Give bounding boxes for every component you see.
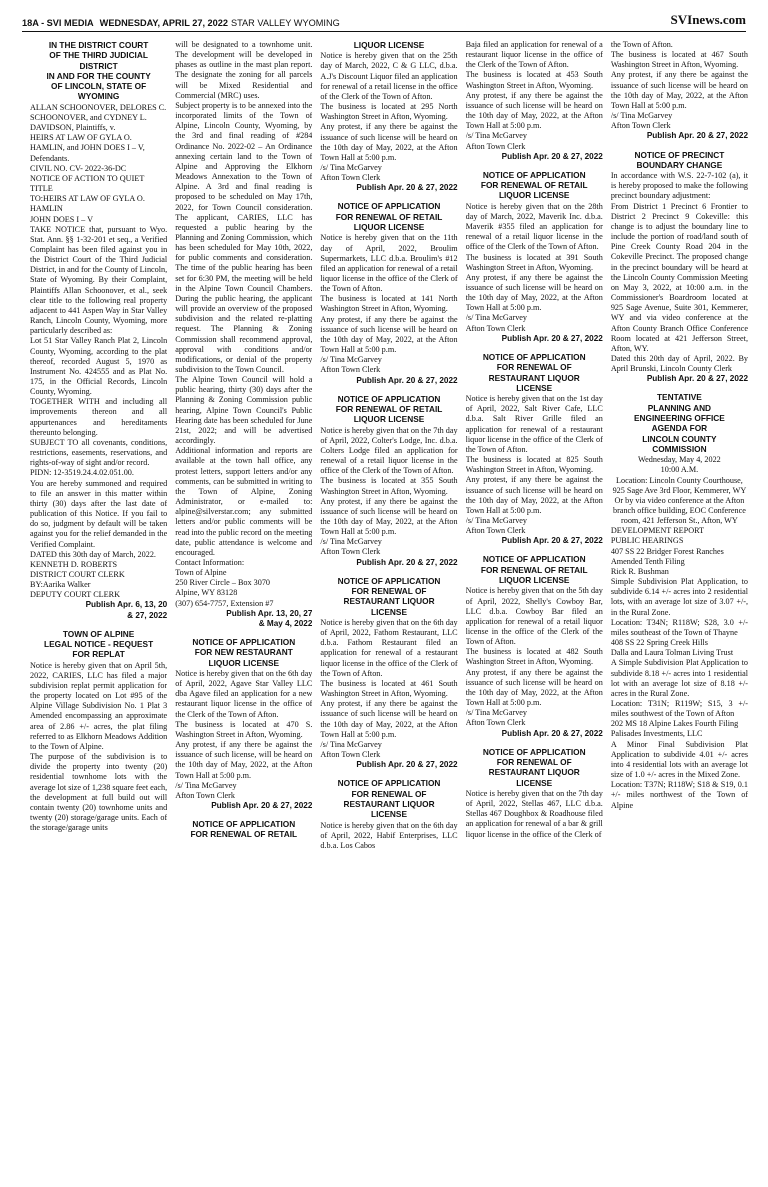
heading-line: FOR NEW RESTAURANT — [194, 647, 293, 658]
paper-name: STAR VALLEY WYOMING — [231, 18, 340, 28]
publish-line — [466, 152, 603, 162]
heading-line: LINCOLN COUNTY — [642, 433, 717, 444]
heading-line: LICENSE — [371, 809, 407, 820]
notice-paragraph: Location: T37N; R118W; S18 & S19, 0.1 +/- miles northwest of the Town of Alpine — [610, 780, 749, 810]
notice-paragraph: Any protest, if any there be against the issuance of such license will be heard on the 10th day of May, 2022, at the Afton Town Hall at 5:00 p.m. — [320, 122, 458, 162]
notice-paragraph: Town of Alpine — [175, 568, 227, 578]
notice-paragraph: 10:00 A.M. — [660, 465, 699, 475]
heading-line: DISTRICT — [79, 60, 118, 71]
heading-line: FOR RENEWAL OF — [496, 362, 572, 373]
notice-paragraph: The business is located at 355 South Washington Street in Afton, Wyoming. — [320, 476, 458, 496]
heading-line: LICENSE — [516, 382, 553, 393]
notice-paragraph: Any protest, if any there be against the issuance of such license will be heard on the 10th day of May, 2022, at the Afton Town Hall at 5:00 p.m. — [465, 475, 603, 515]
notice-heading — [466, 352, 603, 393]
notice-paragraph: The business is located at 470 S. Washington Street in Afton, Wyoming. — [175, 719, 313, 739]
notice-heading — [611, 392, 748, 454]
notice-paragraph: CIVIL NO. CV- 2022-36-DC — [30, 163, 127, 173]
notice-paragraph: Location: Lincoln County Courthouse, 925 Sage Ave 3rd Floor, Kemmerer, WY — [612, 475, 747, 495]
notice-paragraph: /s/ Tina McGarvey — [320, 355, 382, 365]
heading-line: NOTICE OF APPLICATION — [482, 351, 586, 362]
notice-paragraph: Dalla and Laura Tolman Living Trust — [610, 648, 734, 658]
column-3 — [320, 40, 457, 1183]
notice-paragraph: Notice is hereby given that on the 6th day of April, 2022, Habif Enterprises, LLC d.b.a. Los Cabos — [320, 820, 458, 850]
notice-paragraph: Notice is hereby given that on the 1st day of April, 2022, Salt River Cafe, LLC d.b.a. Salt River Grille filed an application for renewal of a restaurant liquor license in the office of the Clerk of the Town of Afton. — [465, 394, 603, 454]
notice-paragraph: Or by via video conference at the Afton branch office building, EOC Conference room, 421 Jefferson St., Afton, WY — [612, 495, 746, 526]
notice-heading — [611, 150, 748, 171]
notice-paragraph: 407 SS 22 Bridger Forest Ranches Amended Tenth Filing — [610, 546, 724, 566]
notice-heading — [30, 629, 167, 660]
notice-paragraph: Any protest, if any there be against the issuance of such license will be heard on the 10th day of May, 2022, at the Afton Town Hall at 5:00 p.m. — [610, 70, 749, 110]
notice-paragraph: HEIRS AT LAW OF GYLA O. HAMLIN, and JOHN DOES I – V, Defendants. — [30, 133, 145, 163]
publish-text: Publish Apr. 20 & 27, 2022 — [211, 800, 313, 810]
notice-paragraph: Any protest, if any there be against the issuance of such license will be heard on the 10th day of May, 2022, at the Afton Town Hall at 5:00 p.m. — [465, 667, 603, 708]
notice-paragraph: DEVELOPMENT REPORT — [610, 526, 705, 536]
heading-line: RESTAURANT LIQUOR — [343, 798, 435, 809]
notice-paragraph: PIDN: 12-3519.24.4.02.051.00. — [30, 468, 134, 478]
publish-line — [320, 376, 457, 386]
heading-line: FOR RENEWAL OF RETAIL — [190, 829, 298, 840]
notice-paragraph: BY:Aarika Walker — [30, 580, 91, 590]
publish-line — [175, 801, 312, 811]
heading-line: FOR RENEWAL OF — [351, 788, 427, 799]
notice-paragraph: TAKE NOTICE that, pursuant to Wyo. Stat. Ann. §§ 1-32-201 et seq., a Verified Complaint has been filed against you in the District Court of the Third Judicial District, in and for the County of Lincoln, State of Wyoming. By their Complaint, Plaintiffs Allan Schoonover, et al., seek clear title to the following real property adjacent to 441 Aspen Way in Star Valley Ranch, Lincoln County, Wyoming, more particularly described as: — [30, 224, 168, 336]
publish-line — [466, 334, 603, 344]
heading-line: RESTAURANT LIQUOR — [488, 372, 580, 383]
notice-paragraph: KENNETH D. ROBERTS — [30, 559, 118, 569]
heading-line: RESTAURANT LIQUOR — [343, 596, 435, 607]
notice-paragraph: The business is located at 141 North Washington Street in Afton, Wyoming. — [320, 294, 458, 314]
notice-paragraph: The business is located at 467 South Washington Street in Afton, Wyoming. — [610, 50, 749, 70]
notice-paragraph: Alpine, WY 83128 — [175, 588, 238, 598]
heading-line: NOTICE OF APPLICATION — [337, 778, 441, 789]
notice-paragraph: Afton Town Clerk — [320, 365, 381, 375]
publish-text: Publish Apr. 20 & 27, 2022 — [356, 375, 458, 385]
heading-line: ENGINEERING OFFICE — [634, 413, 725, 424]
heading-line: NOTICE OF APPLICATION — [337, 393, 441, 404]
notice-paragraph: Any protest, if any there be against the issuance of such license will be heard on the 10th day of May, 2022, at the Afton Town Hall at 5:00 p.m. — [320, 699, 458, 739]
heading-line: PLANNING AND — [647, 402, 712, 413]
notice-heading — [320, 394, 457, 425]
heading-line: BOUNDARY CHANGE — [636, 159, 723, 170]
heading-line: LIQUOR LICENSE — [353, 414, 425, 425]
notice-paragraph: DATED this 30th day of March, 2022. — [30, 549, 156, 559]
publish-line — [320, 760, 457, 770]
heading-line: FOR RENEWAL OF RETAIL — [335, 404, 443, 415]
heading-line: COMMISSION — [652, 443, 707, 454]
column-4 — [466, 40, 603, 1183]
heading-line: NOTICE OF APPLICATION — [482, 554, 586, 565]
notice-paragraph: the Town of Afton. — [610, 40, 673, 49]
notice-paragraph: /s/ Tina McGarvey — [320, 739, 382, 749]
heading-line: LIQUOR LICENSE — [208, 657, 280, 668]
notice-paragraph: A Minor Final Subdivision Plat Application to subdivide 4.01 +/- acres into 4 residential lots with an average lot size of 1.0 +/- acres in the Mixed Zone. — [610, 739, 749, 780]
heading-line: NOTICE OF APPLICATION — [192, 819, 296, 830]
notice-paragraph: Notice is hereby given that on the 6th day of April, 2022, Agave Star Valley LLC dba Agave filed an application for a new restaurant liquor license in the office of the Clerk of the Town of Afton. — [175, 668, 313, 719]
heading-line: IN AND FOR THE COUNTY — [46, 70, 151, 81]
notice-heading — [320, 201, 457, 232]
notice-paragraph: PUBLIC HEARINGS — [610, 536, 684, 546]
notice-paragraph: Notice is hereby given that on the 11th day of April, 2022, Broulim Supermarkets, LLC d.b.a. Broulim's #12 filed an application for renewal of a retail liquor license in the office of the Clerk of the Town of Afton. — [320, 233, 458, 294]
notice-paragraph: /s/ Tina McGarvey — [610, 111, 673, 121]
notice-paragraph: You are hereby summoned and required to file an answer in this matter within thirty (30) days after the last date of publication of this Notice. If you fail to do so, judgment by default will be taken against you for the relief demanded in the Verified Complaint. — [30, 478, 168, 549]
heading-line: FOR RENEWAL OF RETAIL — [480, 564, 588, 575]
heading-line: TENTATIVE — [656, 392, 702, 403]
notice-paragraph: SUBJECT TO all covenants, conditions, restrictions, easements, reservations, and rights-of-way of sight and/or record. — [30, 437, 168, 468]
notice-paragraph: Simple Subdivision Plat Application, to subdivide 6.14 +/- acres into 2 residential lots, with an average lot size of 3.07 +/-, in the Rural Zone. — [610, 577, 749, 617]
page-number: 18A - SVI MEDIA — [22, 18, 94, 28]
notice-paragraph: Afton Town Clerk — [465, 141, 526, 151]
heading-line: NOTICE OF APPLICATION — [192, 637, 296, 648]
heading-line: LIQUOR LICENSE — [498, 190, 570, 201]
heading-line: FOR RENEWAL OF RETAIL — [480, 180, 588, 191]
notice-heading — [320, 576, 457, 617]
publish-text: Publish Apr. 20 & 27, 2022 — [501, 536, 603, 546]
notice-heading — [30, 40, 167, 102]
heading-line: LICENSE — [516, 777, 553, 788]
notice-paragraph: NOTICE OF ACTION TO QUIET TITLE — [30, 173, 145, 194]
notice-paragraph: /s/ Tina McGarvey — [320, 163, 382, 173]
notice-paragraph: will be designated to a townhome unit. The development will be developed in phases as outline in the mast plan report. The designate the zoning for all parcels will be Mixed Residential and Commercial (MRC) uses. — [175, 40, 313, 100]
notice-paragraph: In accordance with W.S. 22-7-102 (a), it is hereby proposed to make the following precinct boundary adjustment: — [610, 171, 749, 201]
notice-heading — [466, 170, 603, 201]
notice-paragraph: Wednesday, May 4, 2022 — [638, 455, 721, 465]
notice-heading — [320, 40, 457, 50]
notice-paragraph: TOGETHER WITH and including all improvements thereon and all appurtenances and hereditaments thereunto belonging. — [30, 397, 168, 437]
page-header — [22, 6, 746, 32]
heading-line: NOTICE OF PRECINCT — [634, 149, 725, 160]
notice-paragraph: /s/ Tina McGarvey — [320, 537, 382, 547]
publish-text: Publish Apr. 6, 13, 20 — [85, 600, 168, 610]
notice-heading — [175, 819, 312, 840]
notice-paragraph: Afton Town Clerk — [320, 547, 381, 557]
publish-text: Publish Apr. 20 & 27, 2022 — [356, 760, 458, 770]
notice-paragraph: From District 1 Precinct 6 Frontier to District 2 Precinct 9 Cokeville: this change is to adjust the boundary line to include the portion of road/land south of Pine Creek County Road 204 in the Cokeville Precinct. The proposed change in the precinct boundary will be heard at the Lincoln County Commission Meeting on May 3, 2022, at 10:00 a.m. in the Commissioner's Boardroom located at 925 Sage Avenue, Suite 301, Kemmerer, WY and via video conference at the Afton County Branch Office Conference Room located at 421 Jefferson Street, Afton, WY. — [610, 201, 749, 353]
site-link[interactable]: SVInews.com — [670, 12, 746, 27]
heading-line: FOR RENEWAL OF — [496, 757, 572, 768]
heading-line: FOR RENEWAL OF RETAIL — [335, 211, 443, 222]
heading-line: LIQUOR LICENSE — [353, 40, 425, 50]
publish-text: Publish Apr. 20 & 27, 2022 — [501, 728, 603, 738]
publish-line — [466, 536, 603, 546]
notice-paragraph: Notice is hereby given that on the 6th day of April, 2022, Fathom Restaurant, LLC d.b.a. Fathom Restaurant filed an application for renewal of a restaurant liquor license in the office of the Clerk of the Town of Afton. — [320, 617, 458, 678]
notice-paragraph: Location: T31N; R119W; S15, 3 +/- miles southwest of the Town of Afton — [610, 698, 749, 719]
publish-line — [611, 131, 748, 141]
notice-paragraph: Afton Town Clerk — [465, 526, 526, 536]
notice-paragraph: The business is located at 453 South Washington Street in Afton, Wyoming. — [465, 70, 603, 90]
publish-line — [30, 600, 167, 620]
publish-line — [175, 609, 312, 629]
notice-paragraph: Afton Town Clerk — [465, 718, 526, 728]
notice-paragraph: A Simple Subdivision Plat Application to subdivide 8.18 +/- acres into 1 residential lot with an average lot size of 8.18 +/- acres in the Rural Zone. — [610, 658, 749, 698]
notice-paragraph: The business is located at 482 South Washington Street in Afton, Wyoming. — [465, 647, 603, 667]
notice-paragraph: The business is located at 295 North Washington Street in Afton, Wyoming. — [320, 102, 458, 122]
notice-paragraph: /s/ Tina McGarvey — [465, 708, 528, 718]
publish-text: Publish Apr. 20 & 27, 2022 — [646, 374, 749, 384]
notice-paragraph: JOHN DOES I – V — [30, 214, 94, 224]
notice-heading — [320, 778, 457, 819]
notice-paragraph: Notice is hereby given that on the 5th day of April, 2022, Shelly's Cowboy Bar, LLC d.b.a. Cowboy Bar filed an application for renewal of a retail liquor license in the office of the Clerk of the Town of Afton. — [465, 586, 603, 647]
legal-notices-columns — [30, 40, 748, 1183]
notice-paragraph: /s/ Tina McGarvey — [465, 516, 528, 526]
publish-line — [466, 729, 603, 739]
heading-line: LICENSE — [371, 606, 407, 617]
heading-line: TOWN OF ALPINE — [62, 628, 135, 639]
notice-paragraph: DISTRICT COURT CLERK — [30, 569, 125, 579]
column-1 — [30, 40, 167, 1183]
notice-paragraph: Any protest, if any there be against the issuance of such license will be heard on the 10th day of May, 2022, at the Afton Town Hall at 5:00 p.m. — [320, 496, 458, 537]
notice-paragraph: Lot 51 Star Valley Ranch Plat 2, Lincoln County, Wyoming, according to the plat thereof, recorded August 5, 1970 as Instrument No. 424555 and as Plat No. 175, in the Official Records, Lincoln County, Wyoming. — [30, 336, 168, 397]
notice-paragraph: Notice is hereby given that on the 25th day of March, 2022, C & G LLC, d.b.a. A.J's Discount Liquor filed an application for renewal of a retail license in the office of the Clerk of the Town of Afton. — [320, 51, 458, 101]
heading-line: WYOMING — [77, 91, 120, 102]
publish-line — [320, 558, 457, 568]
publish-text: Publish Apr. 13, 20, 27 — [226, 608, 313, 618]
notice-paragraph: Notice is hereby given that on the 7th day of April, 2022, Stellas 467, LLC d.b.a. Stellas 467 Doughbox & Roadhouse filed an application for renewal of a bar & grill liquor license in the office of the Clerk of — [465, 788, 603, 839]
notice-paragraph: Dated this 20th day of April, 2022. By April Brunski, Lincoln County Clerk — [610, 353, 749, 374]
heading-line: NOTICE OF APPLICATION — [337, 201, 441, 212]
notice-heading — [466, 554, 603, 585]
notice-paragraph: Any protest, if any there be against the issuance of such license, will be heard on the 10th day of May, 2022, at the Afton Town Hall at 5:00 p.m. — [175, 740, 313, 780]
notice-paragraph: Any protest, if any there be against the issuance of such license will be heard on the 10th day of May, 2022, at the Afton Town Hall at 5:00 p.m. — [465, 272, 603, 313]
notice-paragraph: Palisades Investments, LLC — [610, 729, 703, 739]
publish-text: Publish Apr. 20 & 27, 2022 — [501, 333, 603, 343]
notice-paragraph: The business is located at 391 South Washington Street in Afton, Wyoming. — [465, 252, 603, 272]
heading-line: NOTICE OF APPLICATION — [482, 746, 586, 757]
notice-paragraph: 408 SS 22 Spring Creek Hills — [610, 638, 708, 648]
notice-paragraph: DEPUTY COURT CLERK — [30, 590, 121, 600]
notice-paragraph: Contact Information: — [175, 557, 245, 567]
heading-line: OF LINCOLN, STATE OF — [51, 81, 147, 92]
notice-heading — [175, 637, 312, 668]
heading-line: FOR RENEWAL OF — [351, 586, 427, 597]
notice-paragraph: Baja filed an application for renewal of a restaurant liquor license in the office of the Clerk of the Town of Afton. — [465, 40, 603, 70]
publish-text: & 27, 2022 — [127, 610, 168, 620]
heading-line: IN THE DISTRICT COURT — [48, 40, 149, 50]
issue-date: WEDNESDAY, APRIL 27, 2022 — [99, 18, 228, 28]
column-5 — [611, 40, 748, 1183]
notice-paragraph: /s/ Tina McGarvey — [465, 131, 528, 141]
publish-text: Publish Apr. 20 & 27, 2022 — [356, 557, 458, 567]
heading-line: NOTICE OF APPLICATION — [337, 575, 441, 586]
notice-paragraph: Notice is hereby given that on the 28th day of March, 2022, Maverik Inc. d.b.a. Maverik #355 filed an application for renewal of a retail liquor license in the office of the Clerk of the Town of Afton. — [465, 201, 603, 252]
notice-paragraph: Location: T34N; R118W; S28, 3.0 +/- miles southeast of the Town of Thayne — [610, 617, 749, 637]
notice-paragraph: ALLAN SCHOONOVER, DELORES C. SCHOONOVER, and CYDNEY L. DAVIDSON, Plaintiffs, v. — [30, 102, 167, 133]
notice-paragraph: Notice is hereby given that on the 7th day of April, 2022, Colter's Lodge, Inc. d.b.a. Colters Lodge filed an application for renewal of a retail liquor license in the office of the Clerk of the Town of Afton. — [320, 425, 458, 476]
heading-line: OF THE THIRD JUDICIAL — [49, 50, 148, 61]
heading-line: RESTAURANT LIQUOR — [488, 767, 580, 778]
publish-text: Publish Apr. 20 & 27, 2022 — [646, 131, 749, 141]
notice-paragraph: The purpose of the subdivision is to divide the property into twenty (20) residential townhome lots with the average lot size of 1,238 square feet each, the development at full build out will contain twenty (20) townhome units and twenty (20) storage/garage units. Each of the storage/garage units — [30, 752, 168, 833]
notice-paragraph: Any protest, if any there be against the issuance of such license will be heard on the 10th day of May, 2022, at the Afton Town Hall at 5:00 p.m. — [320, 314, 458, 355]
column-2 — [175, 40, 312, 1183]
notice-paragraph: 250 River Circle – Box 3070 — [175, 578, 271, 588]
publish-line — [320, 183, 457, 193]
heading-line: LEGAL NOTICE - REQUEST — [44, 639, 154, 650]
heading-line: FOR REPLAT — [72, 649, 125, 660]
notice-paragraph: The business is located at 825 South Washington Street in Afton, Wyoming. — [465, 455, 603, 475]
notice-paragraph: Afton Town Clerk — [175, 790, 235, 800]
notice-paragraph: Any protest, if any there be against the issuance of such license will be heard on the 10th day of May, 2022, at the Afton Town Hall at 5:00 p.m. — [465, 90, 603, 131]
notice-paragraph: Rick R. Bushman — [610, 566, 669, 576]
notice-paragraph: Subject property is to be annexed into the incorporated limits of the Town of Alpine, Lincoln County, Wyoming, by the 3rd and final reading of #284 Ordinance No. 2022-02 – An Ordinance annexing certain land to the Town of Alpine and Approving the Elkhorn Meadows Annexation to the Town of Alpine. A 3rd and final reading is proposed to be scheduled on May 17th, 2022, for Town Council consideration. The applicant, CARIES, LLC has requested a public hearing by the Planning and Zoning Commission, which has been scheduled for May 10th, 2022, for public comments and consideration. The time of the public hearing has been set for 6:30 PM, the meeting will be held in the Alpine Town Council Chambers. During the public hearing, the applicant will provide an overview of the proposed subdivision and the related re-platting request. The Planning & Zoning Commission shall recommend approval, approval with conditions and/or modifications, or denial of the property subdivision to the Town Council. — [175, 100, 313, 374]
notice-paragraph: Afton Town Clerk — [610, 121, 671, 131]
notice-paragraph: Afton Town Clerk — [320, 173, 381, 183]
notice-paragraph: Afton Town Clerk — [465, 323, 526, 333]
publish-text: Publish Apr. 20 & 27, 2022 — [356, 183, 458, 193]
notice-paragraph: Notice is hereby given that on April 5th, 2022, CARIES, LLC has filed a major subdivision replat permit application for the property located on Lot #95 of the Alpine Village Subdivision No. 1 Plat 3 Amended encompassing an approximate area of 2.86 +/- acres, the plat filing referred to as Elkhorn Meadows Addition to the Town of Alpine. — [30, 660, 168, 751]
publish-line — [611, 374, 748, 384]
publish-text: & May 4, 2022 — [258, 618, 313, 628]
heading-line: LIQUOR LICENSE — [498, 575, 570, 586]
notice-paragraph: Additional information and reports are available at the town hall office, any protest letters, support letters and/or any comments, can be submitted in writing to the Town of Alpine, Zoning Administrator, or e-mailed to: alpine@silverstar.com; any submitted letters and/or public comments will be read into the public record on the meeting date, public attendance is welcome and encouraged. — [175, 446, 313, 557]
notice-heading — [466, 747, 603, 788]
notice-paragraph: 202 MS 18 Alpine Lakes Fourth Filing — [610, 719, 739, 729]
notice-paragraph: (307) 654-7757, Extension #7 — [175, 598, 274, 608]
notice-paragraph: /s/ Tina McGarvey — [465, 313, 528, 323]
notice-paragraph: The Alpine Town Council will hold a public hearing, thirty (30) days after the Planning & Zoning Commission public hearing, Alpine Town Council's Public Hearing date has been scheduled for June 21st, 2022; and will be advertised accordingly. — [175, 375, 313, 446]
notice-paragraph: TO:HEIRS AT LAW OF GYLA O. HAMLIN — [30, 194, 145, 214]
notice-paragraph: Afton Town Clerk — [320, 750, 381, 760]
notice-paragraph: The business is located at 461 South Washington Street in Afton, Wyoming. — [320, 678, 458, 699]
heading-line: AGENDA FOR — [651, 423, 708, 434]
heading-line: LIQUOR LICENSE — [353, 222, 425, 233]
notice-paragraph: /s/ Tina McGarvey — [175, 780, 237, 790]
publish-text: Publish Apr. 20 & 27, 2022 — [501, 151, 603, 161]
heading-line: NOTICE OF APPLICATION — [482, 169, 586, 180]
